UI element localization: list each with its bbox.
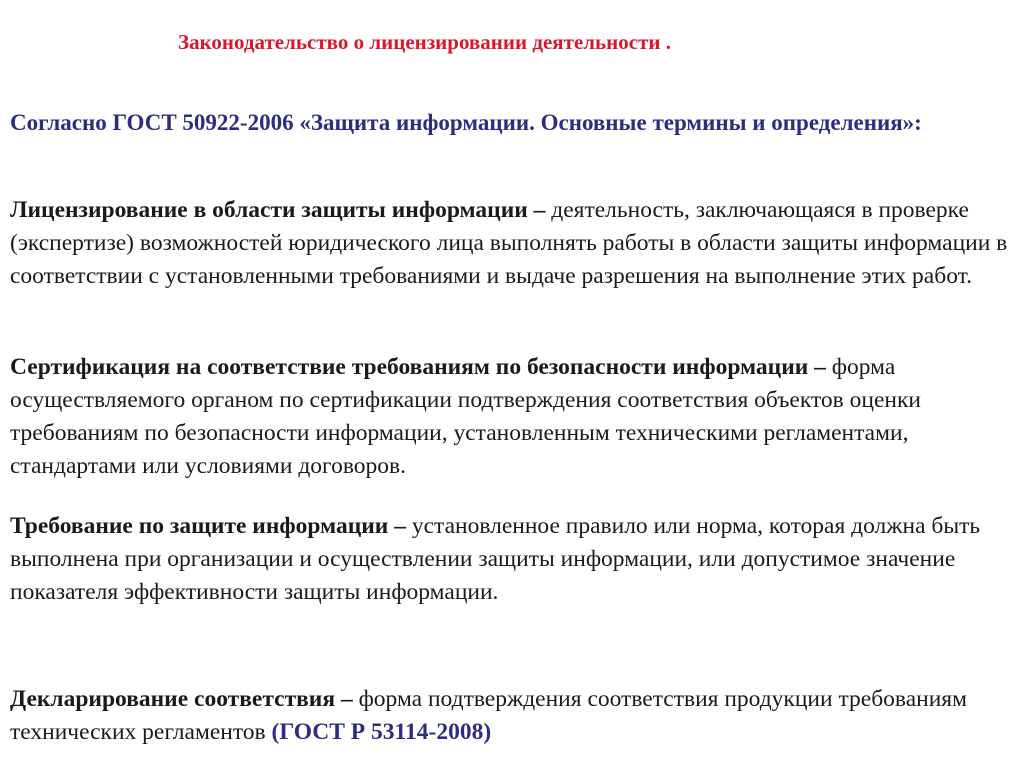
intro-text: Согласно ГОСТ 50922-2006 «Защита информации. Основные термины и определения»: — [10, 110, 922, 135]
definition-term: Декларирование соответствия – — [10, 686, 353, 712]
definition-term: Лицензирование в области защиты информации – — [10, 197, 546, 223]
slide-title: Законодательство о лицензировании деятельности . — [178, 30, 671, 54]
definition-licensing — [10, 194, 1015, 293]
definition-text: форма подтверждения соответствия продукции требованиям технических регламентов — [10, 686, 967, 745]
definition-declaration — [10, 683, 1015, 749]
definition-term: Сертификация на соответствие требованиям по безопасности информации – — [10, 354, 826, 380]
definition-certification — [10, 351, 1015, 483]
definition-text: деятельность, заключающаяся в проверке (экспертизе) возможностей юридического лица выполнять работы в области защиты информации в соответствии с установленными требованиями и выдаче разрешения на выполнение этих работ. — [10, 197, 1008, 289]
definition-text: форма осуществляемого органом по сертификации подтверждения соответствия объектов оценки требованиям по безопасности информации, установленным техническими регламентами, стандартами или условиями договоров. — [10, 354, 921, 479]
definition-requirement — [10, 510, 1015, 609]
standard-reference: (ГОСТ Р 53114-2008) — [271, 719, 492, 745]
definition-text: установленное правило или норма, которая должна быть выполнена при организации и осуществлении защиты информации, или допустимое значение показателя эффективности защиты информации. — [10, 513, 981, 605]
definition-term: Требование по защите информации – — [10, 513, 406, 539]
